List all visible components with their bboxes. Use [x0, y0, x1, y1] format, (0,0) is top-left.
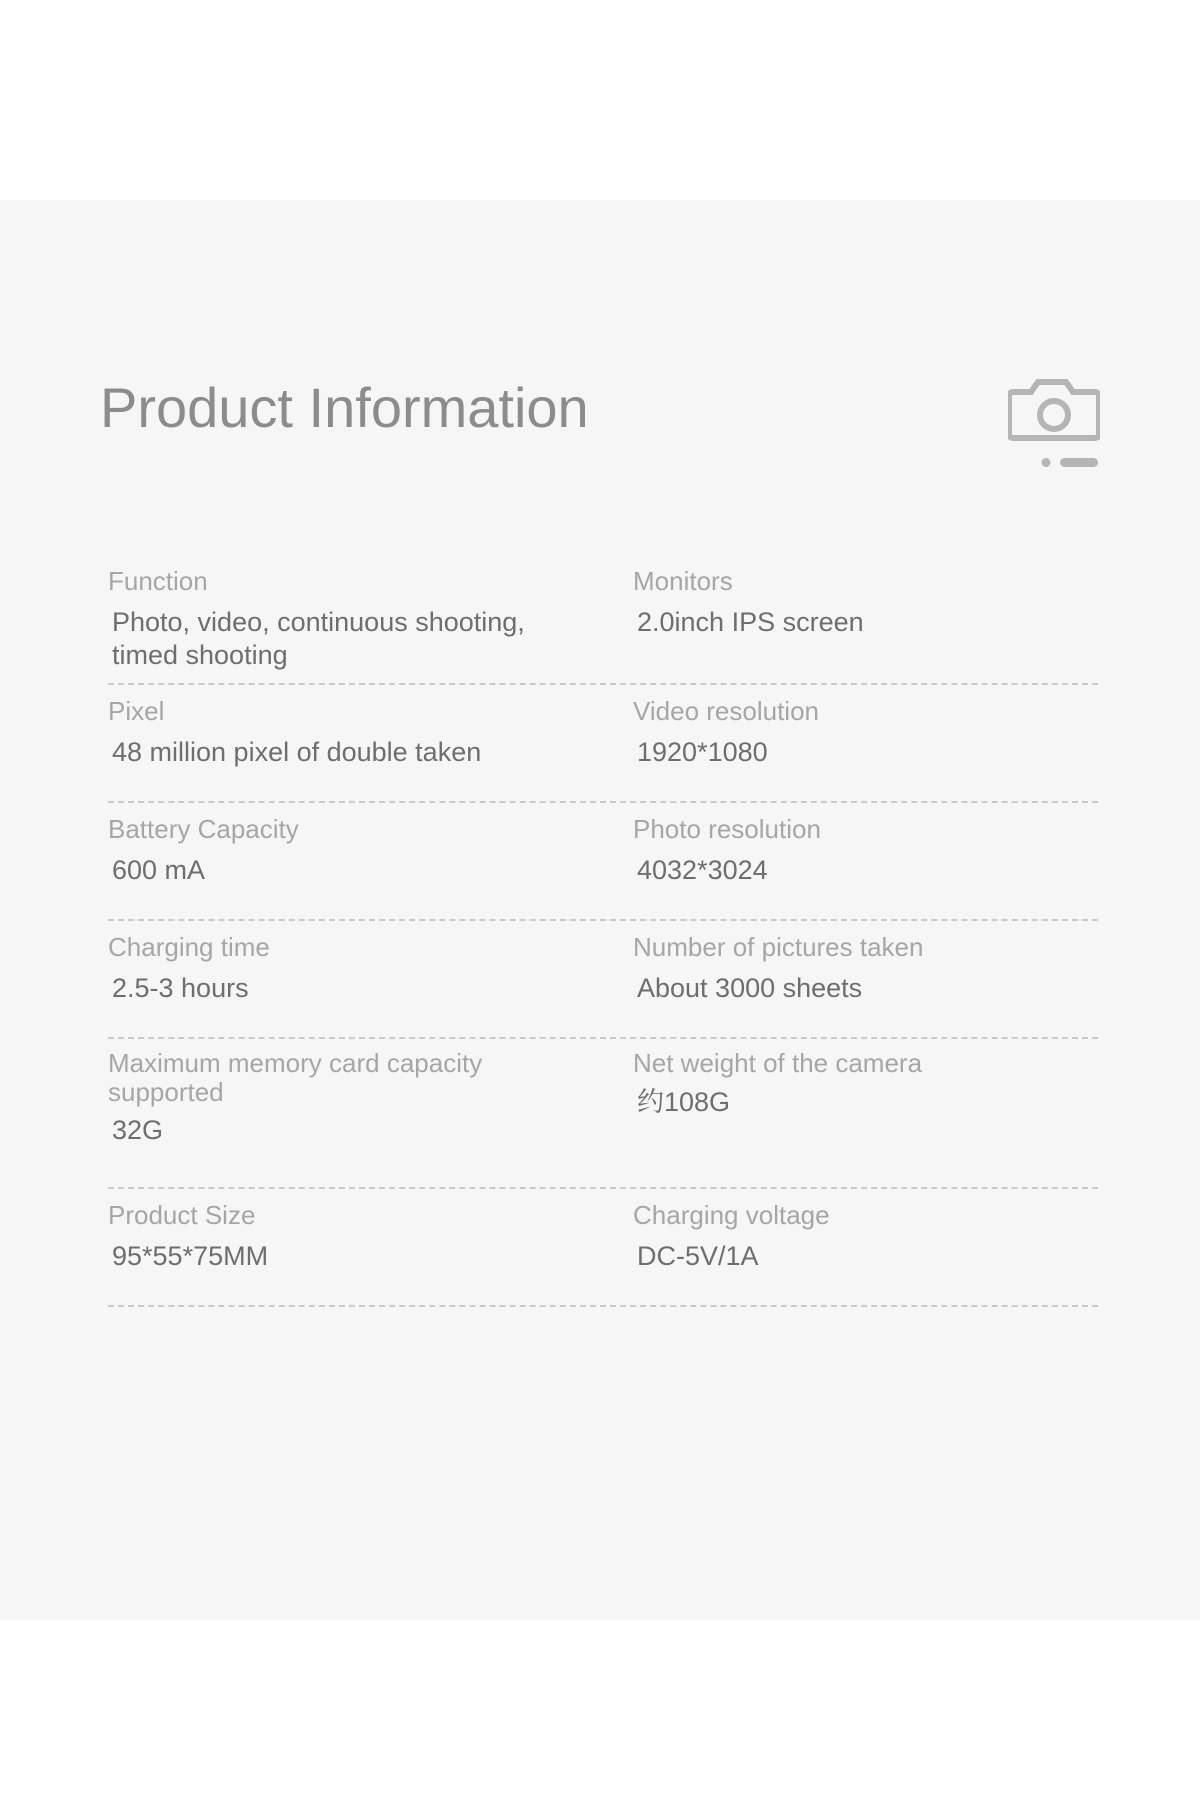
spec-value: DC-5V/1A — [637, 1240, 759, 1271]
spec-label: Battery Capacity — [108, 814, 299, 844]
spec-cell — [603, 813, 1098, 909]
spec-value: 约108G — [637, 1086, 731, 1117]
spec-value: Photo, video, continuous shooting, timed shooting — [112, 606, 525, 671]
spec-value: 600 mA — [112, 854, 206, 885]
spec-value: 2.5-3 hours — [112, 972, 249, 1003]
spec-cell — [603, 695, 1098, 791]
spec-label: Video resolution — [633, 696, 819, 726]
spec-cell — [108, 813, 603, 909]
spec-label: Monitors — [633, 566, 733, 596]
spec-cell — [108, 1049, 603, 1177]
page-title: Product Information — [100, 376, 589, 439]
spec-label: Number of pictures taken — [633, 932, 924, 962]
spec-label: Pixel — [108, 696, 165, 726]
spec-label: Charging time — [108, 932, 270, 962]
spec-cell — [603, 931, 1098, 1027]
spec-value: 32G — [112, 1115, 164, 1146]
camera-icon — [1008, 370, 1100, 480]
table-row — [108, 1049, 1098, 1189]
spec-label: Net weight of the camera — [633, 1048, 923, 1078]
page-header — [100, 375, 1100, 485]
spec-value: 48 million pixel of double taken — [112, 736, 482, 767]
spec-cell — [108, 1199, 603, 1295]
spec-value: About 3000 sheets — [637, 972, 863, 1003]
spec-cell — [108, 931, 603, 1027]
table-row — [108, 931, 1098, 1039]
spec-cell — [603, 565, 1098, 673]
spec-cell — [603, 1199, 1098, 1295]
spec-label: Product Size — [108, 1200, 256, 1230]
spec-value: 2.0inch IPS screen — [637, 606, 864, 637]
spec-cell — [603, 1049, 1098, 1177]
spec-value: 1920*1080 — [637, 736, 768, 767]
spec-label: Photo resolution — [633, 814, 821, 844]
specification-table — [108, 565, 1098, 1307]
spec-label: Maximum memory card capacity supported — [108, 1048, 483, 1107]
table-row — [108, 813, 1098, 921]
spec-value: 95*55*75MM — [112, 1240, 269, 1271]
spec-label: Function — [108, 566, 208, 596]
spec-value: 4032*3024 — [637, 854, 768, 885]
spec-cell — [108, 695, 603, 791]
table-row — [108, 565, 1098, 685]
spec-cell — [108, 565, 603, 673]
table-row — [108, 1199, 1098, 1307]
table-row — [108, 695, 1098, 803]
spec-label: Charging voltage — [633, 1200, 830, 1230]
